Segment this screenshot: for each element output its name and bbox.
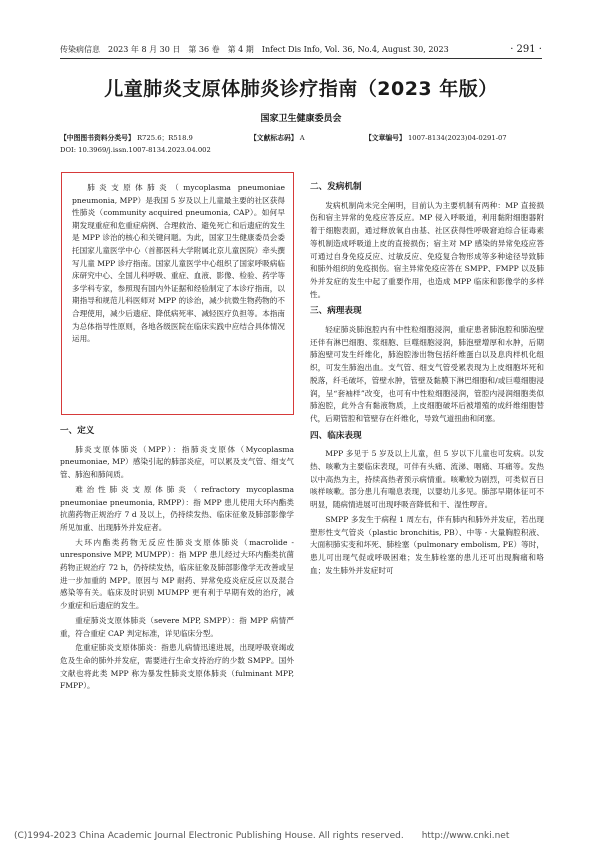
doc-code-value: A: [299, 134, 305, 142]
clc-value: R725.6；R518.9: [136, 134, 193, 142]
section-heading-clinical: 四、临床表现: [310, 430, 362, 441]
section-heading-pathogenesis: 二、发病机制: [310, 182, 362, 192]
section-heading-definitions: 一、定义: [60, 426, 95, 436]
clc-field: [60, 132, 193, 144]
article-id-field: [365, 132, 507, 144]
doi: DOI: 10.3969/j.issn.1007-8134.2023.04.002: [60, 146, 211, 154]
left-column: [60, 421, 294, 816]
page-number: · 291 ·: [510, 44, 542, 55]
right-column: [310, 177, 544, 817]
journal-citation-line: 传染病信息 2023 年 8 月 30 日 第 36 卷 第 4 期 Infect Dis Info, Vol. 36, No.4, August 30, 2023: [60, 45, 449, 54]
doc-code-field: [250, 132, 305, 144]
pathology-paragraph: 轻症肺炎肺泡腔内有中性粒细胞浸润，重症患者肺泡腔和肺泡壁还伴有淋巴细胞、浆细胞、巨噬细胞浸润，肺泡壁增厚和水肿，后期肺泡壁可发生纤维化，肺泡腔渗出物包括纤维蛋白以及息肉样机化组织，可发生肺泡出血。支气管、细支气管受累表现为上皮细胞坏死和脱落，纤毛破坏，管壁水肿，管壁及黏膜下淋巴细胞和/或巨噬细胞浸润，呈“套袖样”改变，也可有中性粒细胞浸润，管腔内浸润细胞类似肺泡腔，此外含有黏液物质，上皮细胞破坏后被增殖的成纤维细胞替代，后期管腔和管壁存在纤维化，导致气道扭曲和闭塞。: [310, 325, 544, 423]
definition-paragraph: 重症肺炎支原体肺炎（severe MPP, SMPP）：指 MPP 病情严重，符合重症 CAP 判定标准，详见临床分型。: [60, 615, 294, 638]
definition-paragraph: 危重症肺炎支原体肺炎：指患儿病情迅速进展，出现呼吸衰竭或危及生命的肺外并发症，需要进行生命支持治疗的少数 SMPP。国外文献也将此类 MPP 称为暴发性肺炎支原体肺炎（fulminant MPP, FMPP）。: [60, 643, 294, 691]
pathogenesis-paragraph: 发病机制尚未完全阐明，目前认为主要机制有两种：MP 直接损伤和宿主异常的免疫应答反应。MP 侵入呼吸道，利用黏附细胞器附着于细胞表面，通过释放氧自由基、社区获得性呼吸窘迫综合征毒素等机制造成呼吸道上皮的直接损伤；宿主对 MP 感染的异常免疫应答可通过自身免疫反应、过敏反应、免疫复合物形成等多种途径导致肺和肺外组织的免疫损伤。宿主异常免疫应答在 SMPP、FMPP 以及肺外并发症的发生中起了重要作用，也造成 MPP 临床和影像学的多样性。: [310, 200, 544, 299]
clinical-paragraph: SMPP 多发生于病程 1 周左右，伴有肺内和肺外并发症，若出现塑形性支气管炎（plastic bronchitis, PB）、中等 - 大量胸腔积液、大面积肺实变和坏死、肺栓塞（pulmonary embolism, PE）等时，患儿可出现气促或呼吸困难；发生肺栓塞的患儿还可出现胸痛和咯血；发生肺外并发症时可: [310, 514, 544, 575]
doc-code-label: 【文献标志码】: [250, 134, 298, 142]
abstract-text: 肺炎支原体肺炎（mycoplasma pneumoniae pneumonia, MPP）是我国 5 岁及以上儿童最主要的社区获得性肺炎（community acquired pneumonia, CAP）。如何早期发现重症和危重症病例、合理救治、避免死亡和后遗症的发生是 MPP 诊治的核心和关键问题。为此，国家卫生健康委员会委托国家儿童医学中心（首都医科大学附属北京儿童医院）牵头撰写儿童 MPP 诊疗指南。国家儿童医学中心组织了国家呼吸病临床研究中心、全国儿科呼吸、重症、血液、影像、检验、药学等多学科专家，参照现有国内外证据和经验制定了本诊疗指南，以期指导和规范儿科医师对 MPP 的诊治，减少抗微生物药物的不合理使用，减少后遗症、降低病死率、减轻医疗负担等。本指南为总体指导性原则，各地各级医院在临床实践中应结合具体情况运用。: [72, 183, 285, 344]
article-metadata: [60, 132, 542, 156]
abstract-highlight-box: [61, 172, 294, 415]
article-id-label: 【文章编号】: [365, 134, 406, 142]
running-head: [60, 42, 542, 59]
section-heading-pathology: 三、病理表现: [310, 306, 362, 317]
definition-paragraph: 大环内酯类药物无反应性肺炎支原体肺炎（macrolide -unresponsive MPP, MUMPP）：指 MPP 患儿经过大环内酯类抗菌药物正规治疗 72 h，仍持续发热，临床征象及肺部影像学无改善或呈进一步加重的 MPP。原因与 MP 耐药、异常免疫炎症反应以及混合感染等有关。临床及时识别 MUMPP 更有利于早期有效的治疗，减少重症和后遗症的发生。: [60, 537, 294, 611]
article-id-value: 1007-8134(2023)04-0291-07: [407, 134, 507, 142]
copyright-footer: (C)1994-2023 China Academic Journal Electronic Publishing House. All rights reserved. http://www.cnki.net: [14, 831, 510, 841]
clinical-paragraph: MPP 多见于 5 岁及以上儿童，但 5 岁以下儿童也可发病。以发热、咳嗽为主要临床表现，可伴有头痛、流涕、咽痛、耳痛等。发热以中高热为主，持续高热者预示病情重。咳嗽较为剧烈，可类似百日咳样咳嗽。部分患儿有喘息表现，以婴幼儿多见。肺部早期体征可不明显，随病情进展可出现呼吸音降低和干、湿性啰音。: [310, 449, 544, 510]
article-title: 儿童肺炎支原体肺炎诊疗指南（2023 年版）: [104, 78, 498, 100]
clc-label: 【中图图书资料分类号】: [60, 134, 135, 142]
definition-paragraph: 肺炎支原体肺炎（MPP）：指肺炎支原体（Mycoplasma pneumoniae, MP）感染引起的肺部炎症，可以累及支气管、细支气管、肺泡和肺间质。: [60, 444, 294, 480]
article-author: 国家卫生健康委员会: [260, 114, 342, 124]
definition-paragraph: 难治性肺炎支原体肺炎（refractory mycoplasma pneumoniae pneumonia, RMPP）：指 MPP 患儿使用大环内酯类抗菌药物正规治疗 7 d 及以上，仍持续发热、临床征象及肺部影像学所见加重、出现肺外并发症者。: [60, 484, 294, 532]
